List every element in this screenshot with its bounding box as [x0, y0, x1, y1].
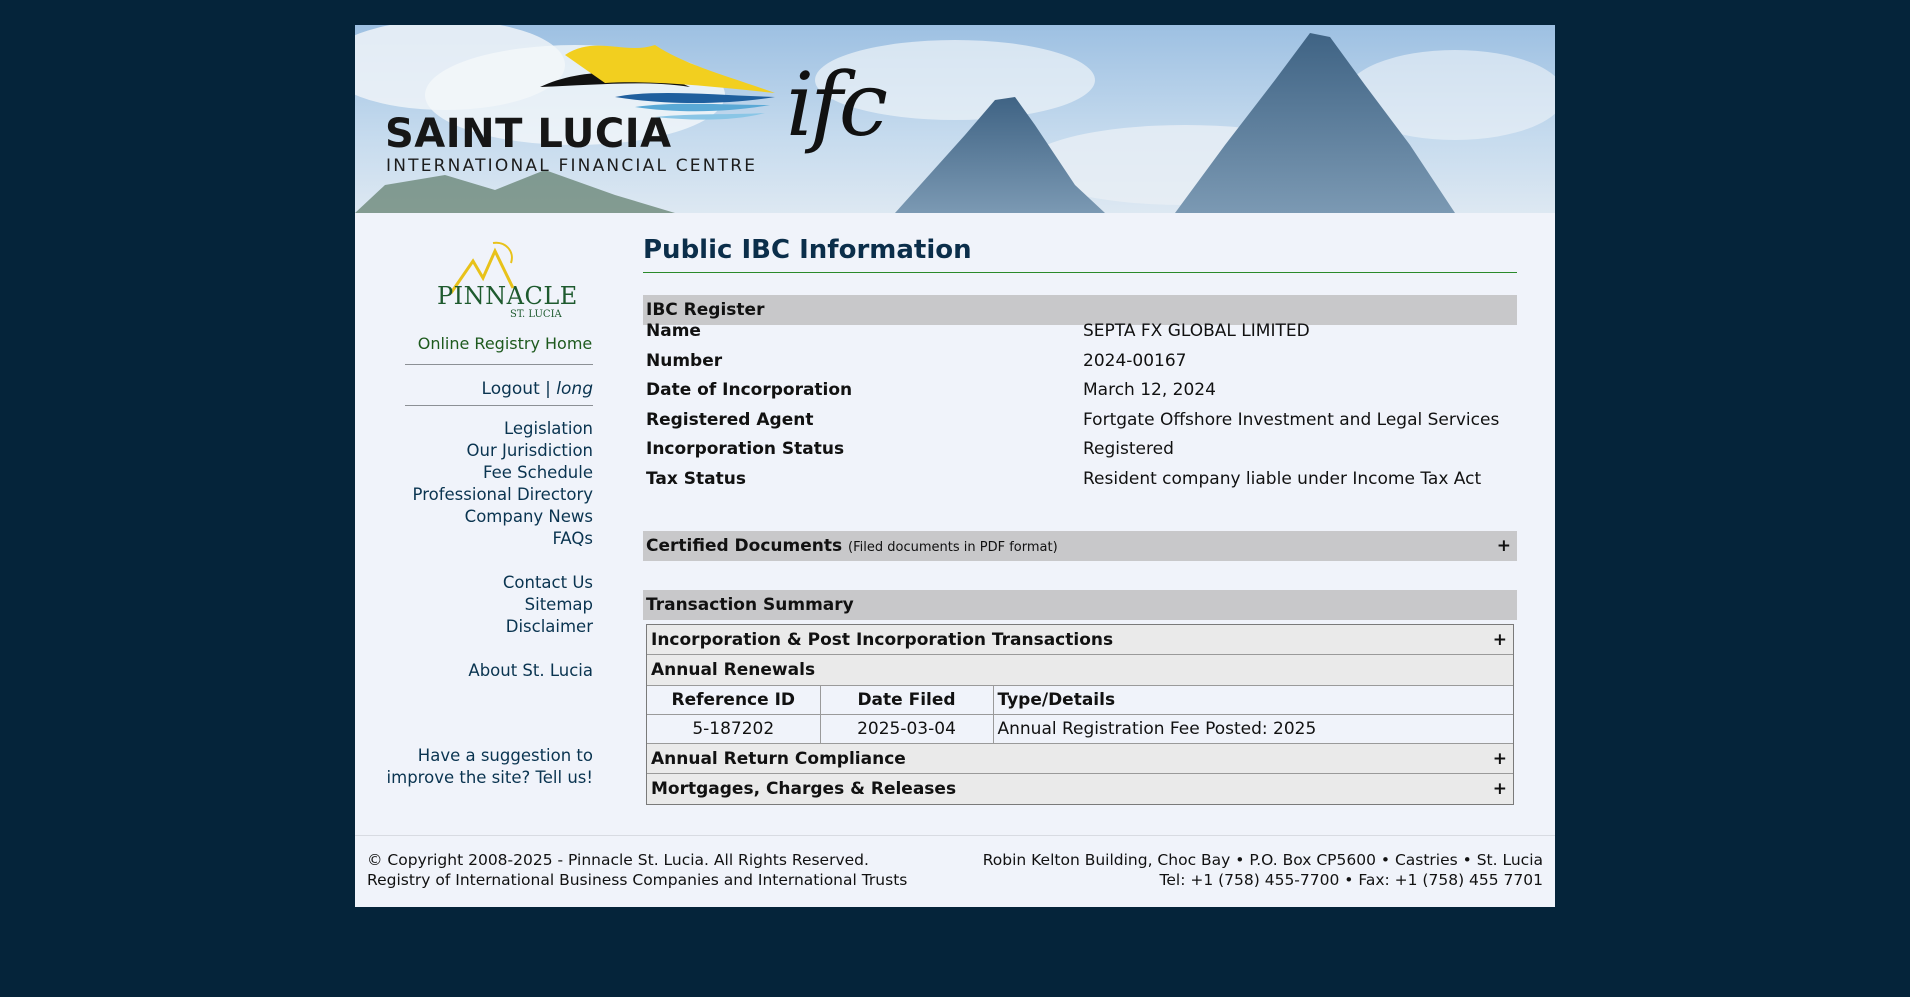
column-header-type-details: Type/Details: [993, 686, 1513, 715]
certified-documents-header[interactable]: [643, 531, 1517, 561]
register-row-tax: [646, 469, 1516, 499]
suggestion-link[interactable]: [373, 745, 593, 789]
incorporation-transactions-label: Incorporation & Post Incorporation Transactions: [651, 630, 1114, 650]
annual-return-compliance-label: Annual Return Compliance: [651, 749, 906, 769]
suggestion-line-1[interactable]: Have a suggestion to: [417, 746, 593, 765]
register-row-date: [646, 380, 1516, 410]
incorporation-transactions-row[interactable]: [647, 625, 1513, 655]
register-label: Date of Incorporation: [646, 380, 853, 400]
sidebar: [355, 213, 595, 853]
register-label: Registered Agent: [646, 409, 814, 430]
online-registry-home-link[interactable]: Online Registry Home: [417, 334, 593, 353]
annual-renewals-row: [647, 655, 1513, 685]
page-container: [355, 25, 1555, 907]
register-label: Name: [646, 321, 701, 341]
contact-text: Tel: +1 (758) 455-7700 • Fax: +1 (758) 455 7701: [1159, 870, 1543, 889]
register-label: Tax Status: [646, 468, 746, 489]
page-title: Public IBC Information: [643, 235, 972, 265]
nav-about-st-lucia[interactable]: About St. Lucia: [468, 661, 593, 680]
expand-icon[interactable]: +: [1496, 536, 1511, 556]
banner-subtitle: INTERNATIONAL FINANCIAL CENTRE: [386, 156, 758, 176]
username-label: long: [556, 379, 593, 399]
nav-company-news[interactable]: Company News: [464, 507, 593, 526]
transaction-summary-table: [646, 624, 1514, 805]
footer-left: [367, 851, 907, 890]
register-value: March 12, 2024: [1083, 380, 1216, 400]
nav-our-jurisdiction[interactable]: Our Jurisdiction: [466, 441, 593, 460]
register-label: Incorporation Status: [646, 439, 845, 459]
expand-icon[interactable]: +: [1492, 630, 1507, 650]
transaction-summary-heading: Transaction Summary: [646, 595, 854, 615]
suggestion-line-2[interactable]: improve the site? Tell us!: [386, 768, 593, 787]
ifc-logo-mark: ifc: [786, 53, 884, 156]
transaction-summary-header: [643, 590, 1517, 620]
annual-renewals-label: Annual Renewals: [651, 660, 816, 680]
footer-right: [983, 851, 1543, 890]
nav-fee-schedule[interactable]: Fee Schedule: [483, 463, 593, 482]
register-value: Registered: [1083, 439, 1174, 459]
register-row-status: [646, 439, 1516, 469]
nav-contact-us[interactable]: Contact Us: [502, 573, 593, 592]
logout-separator: |: [545, 379, 551, 399]
register-value: Resident company liable under Income Tax Act: [1083, 468, 1482, 489]
banner-title: SAINT LUCIA: [385, 111, 672, 157]
nav-sitemap[interactable]: Sitemap: [524, 595, 593, 614]
sidebar-divider: [405, 405, 593, 406]
register-row-agent: [646, 410, 1516, 440]
annual-renewals-table: [647, 685, 1513, 744]
nav-professional-directory[interactable]: Professional Directory: [412, 485, 593, 504]
nav-spacer: [413, 550, 593, 572]
pinnacle-logo-text: PINNACLE: [437, 282, 578, 310]
nav-spacer: [413, 638, 593, 660]
register-label: Number: [646, 350, 723, 371]
cell-date-filed: 2025-03-04: [820, 715, 993, 744]
table-header-row: [647, 686, 1513, 715]
column-header-reference-id: Reference ID: [647, 686, 820, 715]
nav-legislation[interactable]: Legislation: [503, 419, 593, 438]
register-value: Fortgate Offshore Investment and Legal Services: [1083, 409, 1500, 430]
certified-documents-note: (Filed documents in PDF format): [848, 540, 1058, 555]
annual-return-compliance-row[interactable]: [647, 744, 1513, 774]
sidebar-nav: [413, 418, 593, 682]
mortgages-charges-label: Mortgages, Charges & Releases: [651, 779, 957, 799]
register-row-number: [646, 351, 1516, 381]
register-row-name: [646, 321, 1516, 351]
expand-icon[interactable]: +: [1492, 779, 1507, 799]
logout-link[interactable]: Logout: [481, 379, 540, 399]
cell-type-details: Annual Registration Fee Posted: 2025: [993, 715, 1513, 744]
sidebar-divider: [405, 364, 593, 365]
address-text: Robin Kelton Building, Choc Bay • P.O. Box CP5600 • Castries • St. Lucia: [982, 851, 1543, 869]
pinnacle-logo-subtext: ST. LUCIA: [510, 309, 562, 320]
column-header-date-filed: Date Filed: [820, 686, 993, 715]
nav-disclaimer[interactable]: Disclaimer: [505, 617, 593, 636]
table-row: [647, 715, 1513, 744]
register-value: SEPTA FX GLOBAL LIMITED: [1083, 321, 1310, 341]
certified-documents-heading: Certified Documents: [646, 536, 843, 556]
mortgages-charges-row[interactable]: [647, 774, 1513, 804]
nav-faqs[interactable]: FAQs: [552, 529, 593, 548]
logout-area: [482, 379, 593, 399]
cell-reference-id: 5-187202: [647, 715, 820, 744]
ibc-register-heading: IBC Register: [646, 300, 765, 320]
register-value: 2024-00167: [1083, 350, 1187, 371]
expand-icon[interactable]: +: [1492, 749, 1507, 769]
title-underline: [643, 272, 1517, 273]
registry-text: Registry of International Business Companies and International Trusts: [367, 870, 908, 889]
copyright-text: © Copyright 2008-2025 - Pinnacle St. Lucia. All Rights Reserved.: [367, 851, 869, 869]
header-banner: [355, 25, 1555, 213]
ibc-register-table: [646, 321, 1516, 498]
footer-divider: [355, 835, 1555, 836]
